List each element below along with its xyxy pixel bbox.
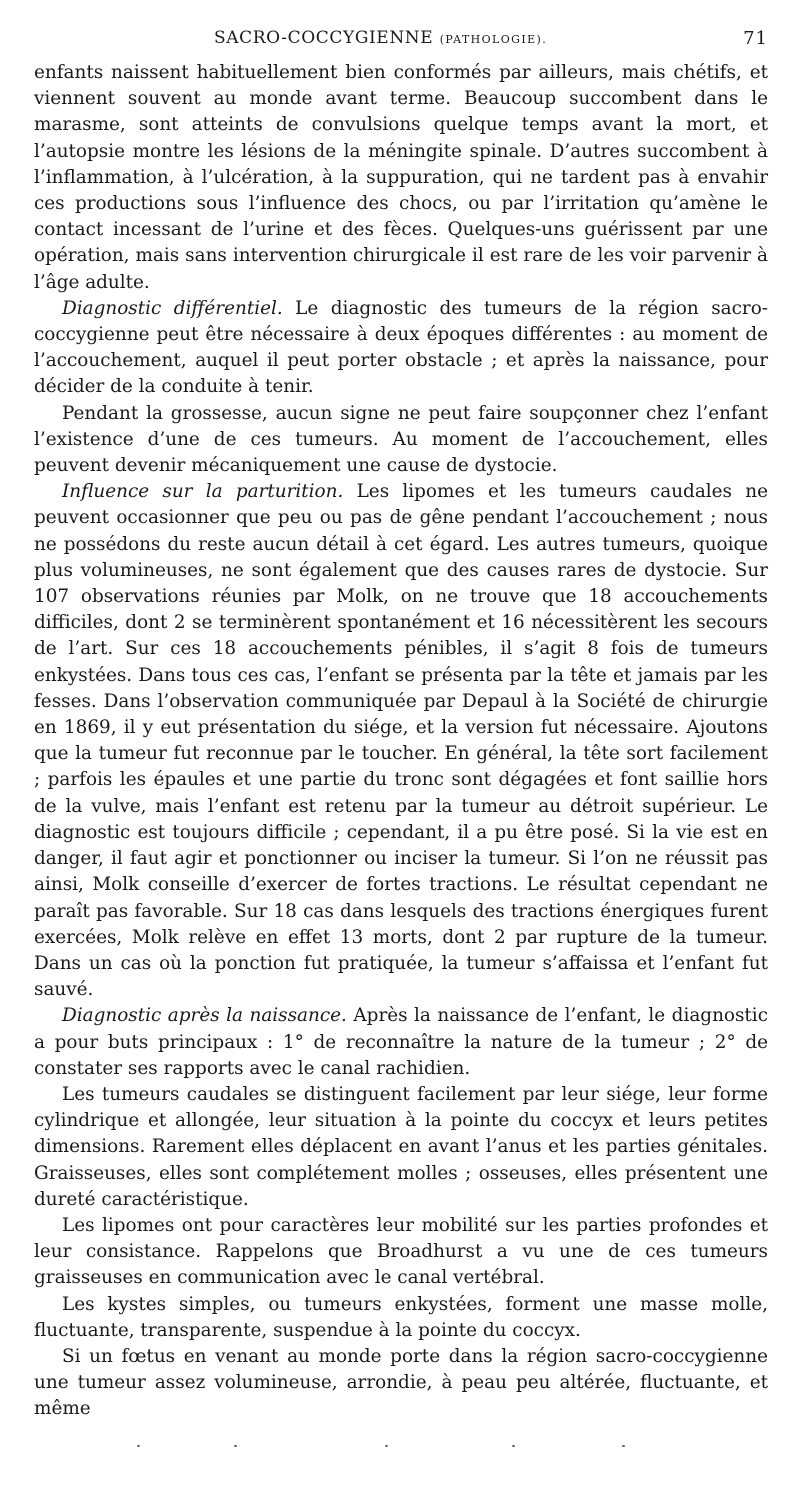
paragraph-7 (34, 1213, 768, 1292)
speck (622, 1445, 625, 1447)
speck (512, 1445, 515, 1447)
speck (137, 1445, 140, 1447)
paragraph-5-text: Après la naissance de l’enfant, le diagnostic a pour buts principaux : 1° de reconnaître la nature de la tumeur ; 2° de constater ses rapports avec le canal rachidien. (34, 1005, 768, 1079)
body-text (34, 60, 768, 1423)
speck (385, 1445, 388, 1447)
paragraph-5 (34, 1003, 768, 1082)
paragraph-1 (34, 60, 768, 296)
paragraph-1-text: enfants naissent habituellement bien conformés par ailleurs, mais chétifs, et viennent souvent au monde avant terme. Beaucoup succombent dans le marasme, sont atteints de convulsions quelque temps avant la mort, et l’autopsie montre les lésions de la méningite spinale. D’autres succombent à l’inflammation, à l’ulcération, à la suppuration, qui ne tardent pas à envahir ces productions sous l’influence des chocs, ou par l’irritation qu’amène le contact incessant de l’urine et des fèces. Quelques-uns guérissent par une opération, mais sans intervention chirurgicale il est rare de les voir parvenir à l’âge adulte. (34, 62, 768, 293)
section-qualifier: (PATHOLOGIE). (439, 33, 548, 46)
page-number: 71 (743, 28, 768, 49)
paragraph-5-heading: Diagnostic après la naissance. (62, 1005, 347, 1027)
paragraph-7-text: Les lipomes ont pour caractères leur mobilité sur les parties profondes et leur consistance. Rappelons que Broadhurst a vu une de ces tumeurs graisseuses en communication avec le canal vertébral. (34, 1214, 768, 1289)
paragraph-3 (34, 401, 768, 480)
section-title: SACRO-COCCYGIENNE (214, 28, 434, 48)
paragraph-9-text: Si un fœtus en venant au monde porte dans la région sacro-coccygienne une tumeur assez volumineuse, arrondie, à peau peu altérée, fluctuante, et même (34, 1345, 768, 1420)
page-bottom-specks (0, 1445, 800, 1455)
speck (234, 1445, 237, 1447)
paragraph-2-text: Le diagnostic des tumeurs de la région sacro-coccygienne peut être nécessaire à deux époques différentes : au moment de l’accouchement, auquel il peut porter obstacle ; et après la naissance, pour décider de la conduite à tenir. (34, 297, 768, 398)
paragraph-4-text: Les lipomes et les tumeurs caudales ne peuvent occasionner que peu ou pas de gêne pendant l’accouchement ; nous ne possédons du reste aucun détail à cet égard. Les autres tumeurs, quoique plus volumineuses, ne sont également que des causes rares de dystocie. Sur 107 observations réunies par Molk, on ne trouve que 18 accouchements difficiles, dont 2 se terminèrent spontanément et 16 nécessitèrent les secours de l’art. Sur ces 18 accouchements pénibles, il s’agit 8 fois de tumeurs enkystées. Dans tous ces cas, l’enfant se présenta par la tête et jamais par les fesses. Dans l’observation communiquée par Depaul à la Société de chirurgie en 1869, il y eut présentation du siége, et la version fut nécessaire. Ajoutons que la tumeur fut reconnue par le toucher. En général, la tête sort facilement ; parfois les épaules et une partie du tronc sont dégagées et font saillie hors de la vulve, mais l’enfant est retenu par la tumeur au détroit supérieur. Le diagnostic est toujours difficile ; cependant, il a pu être posé. Si la vie est en danger, il faut agir et ponctionner ou inciser la tumeur. Si l’on ne réussit pas ainsi, Molk conseille d’exercer de fortes tractions. Le résultat cependant ne paraît pas favorable. Sur 18 cas dans lesquels des tractions énergiques furent exercées, Molk relève en effet 13 morts, dont 2 par rupture de la tumeur. Dans un cas où la ponction fut pratiquée, la tumeur s’affaissa et l’enfant fut sauvé. (34, 481, 768, 1001)
paragraph-6-text: Les tumeurs caudales se distinguent facilement par leur siége, leur forme cylindrique et allongée, leur situation à la pointe du coccyx et leurs petites dimensions. Rarement elles déplacent en avant l’anus et les parties génitales. Graisseuses, elles sont complétement molles ; osseuses, elles présentent une dureté caractéristique. (34, 1083, 768, 1210)
paragraph-8 (34, 1292, 768, 1344)
paragraph-3-text: Pendant la grossesse, aucun signe ne peut faire soupçonner chez l’enfant l’existence d’une de ces tumeurs. Au moment de l’accouchement, elles peuvent devenir mécaniquement une cause de dystocie. (34, 402, 768, 477)
paragraph-4 (34, 479, 768, 1003)
paragraph-6 (34, 1082, 768, 1213)
paragraph-2-heading: Diagnostic différentiel. (62, 297, 283, 319)
paragraph-2 (34, 296, 768, 401)
running-title (214, 28, 547, 48)
running-head (34, 24, 768, 56)
paragraph-8-text: Les kystes simples, ou tumeurs enkystées, forment une masse molle, fluctuante, transparente, suspendue à la pointe du coccyx. (34, 1293, 768, 1341)
paragraph-9 (34, 1344, 768, 1423)
book-page (34, 24, 768, 1423)
paragraph-4-heading: Influence sur la parturition. (62, 481, 344, 503)
